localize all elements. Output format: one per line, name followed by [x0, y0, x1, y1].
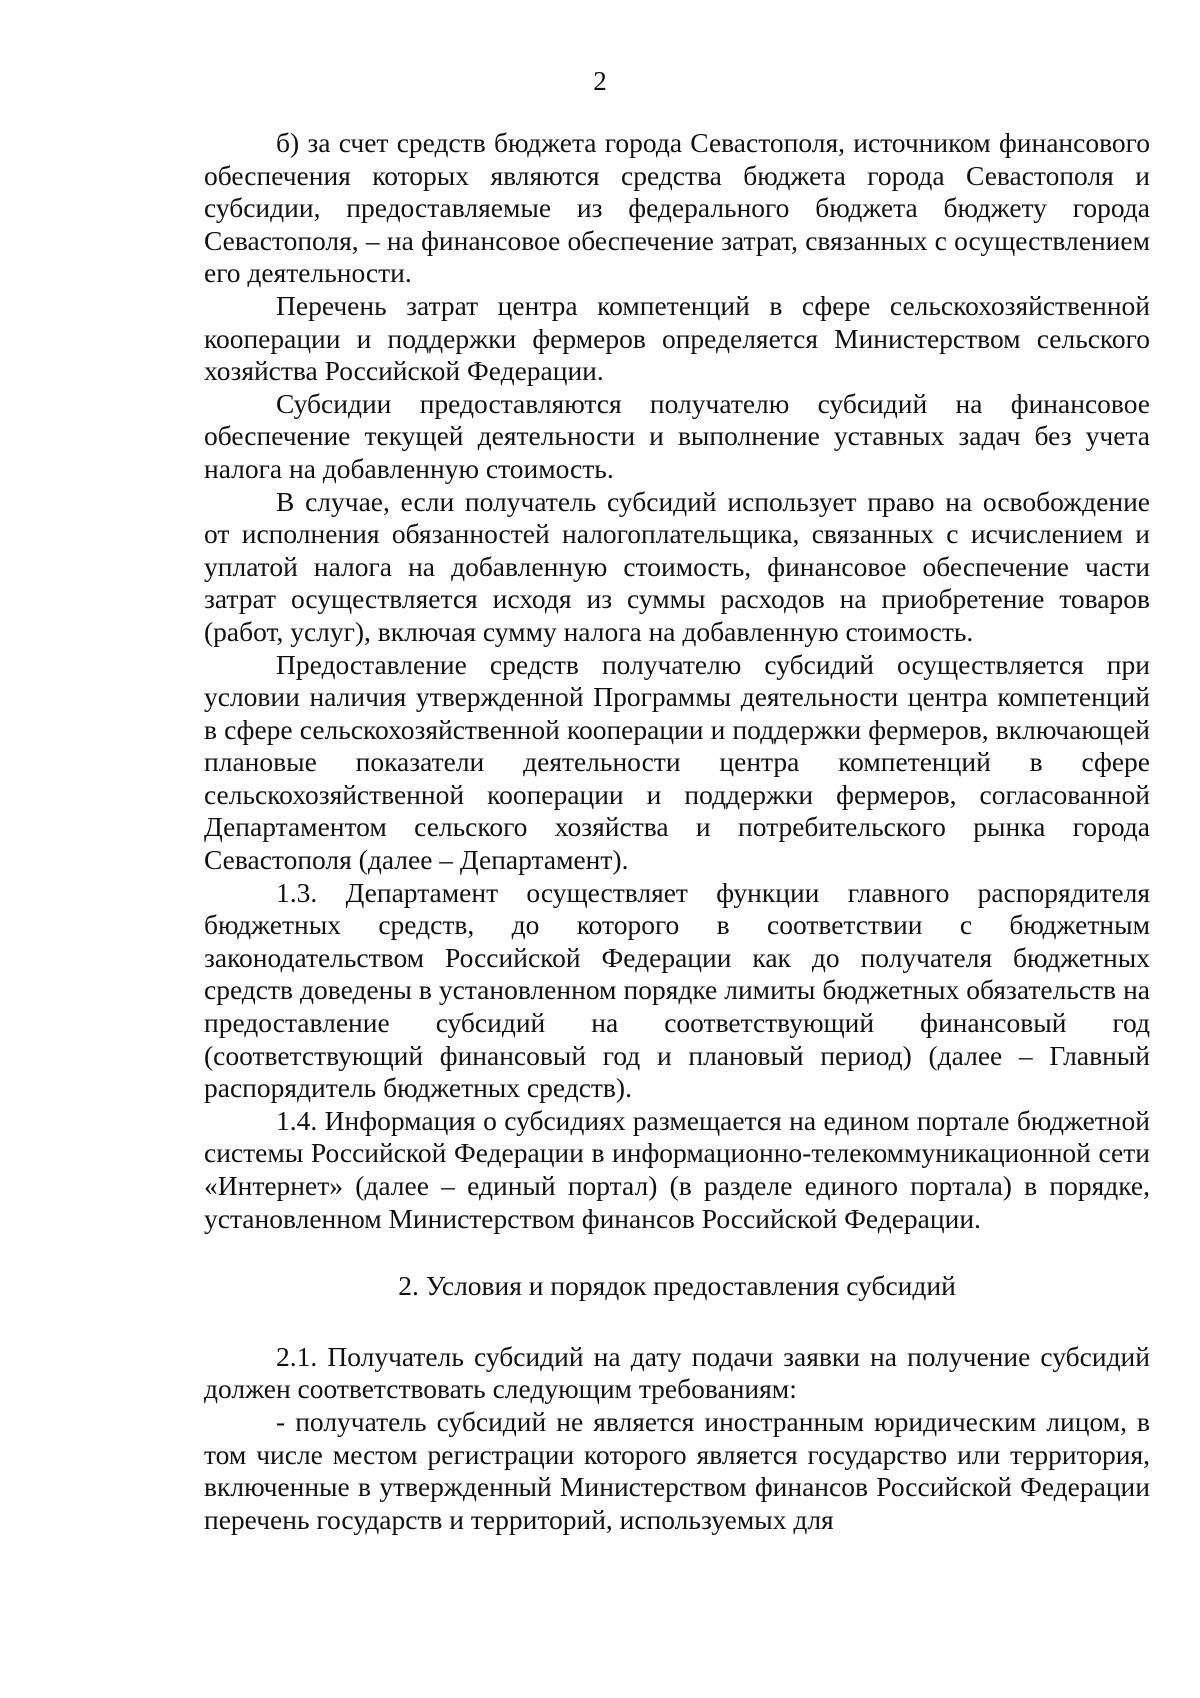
page-number: 2 — [593, 66, 607, 96]
paragraph-funding-source: б) за счет средств бюджета города Севастополя, источником финансового обеспечения которых являются средства бюджета города Севастополя и субсидии, предоставляемые из федерального бюджета бюджету города Севастополя, – на финансовое обеспечение затрат, связанных с осуществлением его деятельности. — [204, 127, 1150, 289]
paragraph-cost-list: Перечень затрат центра компетенций в сфере сельскохозяйственной кооперации и поддержки фермеров определяется Министерством сельского хозяйства Российской Федерации. — [204, 289, 1150, 387]
document-body — [204, 127, 1150, 1536]
paragraph-subsidy-purpose: Субсидии предоставляются получателю субсидий на финансовое обеспечение текущей деятельности и выполнение уставных задач без учета налога на добавленную стоимость. — [204, 387, 1150, 484]
paragraph-2-1: 2.1. Получатель субсидий на дату подачи заявки на получение субсидий должен соответствовать следующим требованиям: — [204, 1340, 1150, 1405]
paragraph-program-condition: Предоставление средств получателю субсидий осуществляется при условии наличия утвержденной Программы деятельности центра компетенций в сфере сельскохозяйственной кооперации и поддержки фермеров, включающей плановые показатели деятельности центра компетенций в сфере сельскохозяйственной кооперации и поддержки фермеров, согласованной Департаментом сельского хозяйства и потребительского рынка города Севастополя (далее – Департамент). — [204, 648, 1150, 876]
paragraph-vat-exemption: В случае, если получатель субсидий использует право на освобождение от исполнения обязанностей налогоплательщика, связанных с исчислением и уплатой налога на добавленную стоимость, финансовое обеспечение части затрат осуществляется исходя из суммы расходов на приобретение товаров (работ, услуг), включая сумму налога на добавленную стоимость. — [204, 485, 1150, 647]
section-heading: 2. Условия и порядок предоставления субсидий — [398, 1270, 956, 1302]
paragraph-1-3: 1.3. Департамент осуществляет функции главного распорядителя бюджетных средств, до которого в соответствии с бюджетным законодательством Российской Федерации как до получателя бюджетных средств доведены в установленном порядке лимиты бюджетных обязательств на предоставление субсидий на соответствующий финансовый год (соответствующий финансовый год и плановый период) (далее – Главный распорядитель бюджетных средств). — [204, 876, 1150, 1104]
paragraph-1-4: 1.4. Информация о субсидиях размещается на едином портале бюджетной системы Российской Федерации в информационно-телекоммуникационной сети «Интернет» (далее – единый портал) (в разделе единого портала) в порядке, установленном Министерством финансов Российской Федерации. — [204, 1104, 1150, 1234]
paragraph-requirement-foreign-entity: - получатель субсидий не является иностранным юридическим лицом, в том числе местом регистрации которого является государство или территория, включенные в утвержденный Министерством финансов Российской Федерации перечень государств и территорий, используемых для — [204, 1405, 1150, 1535]
